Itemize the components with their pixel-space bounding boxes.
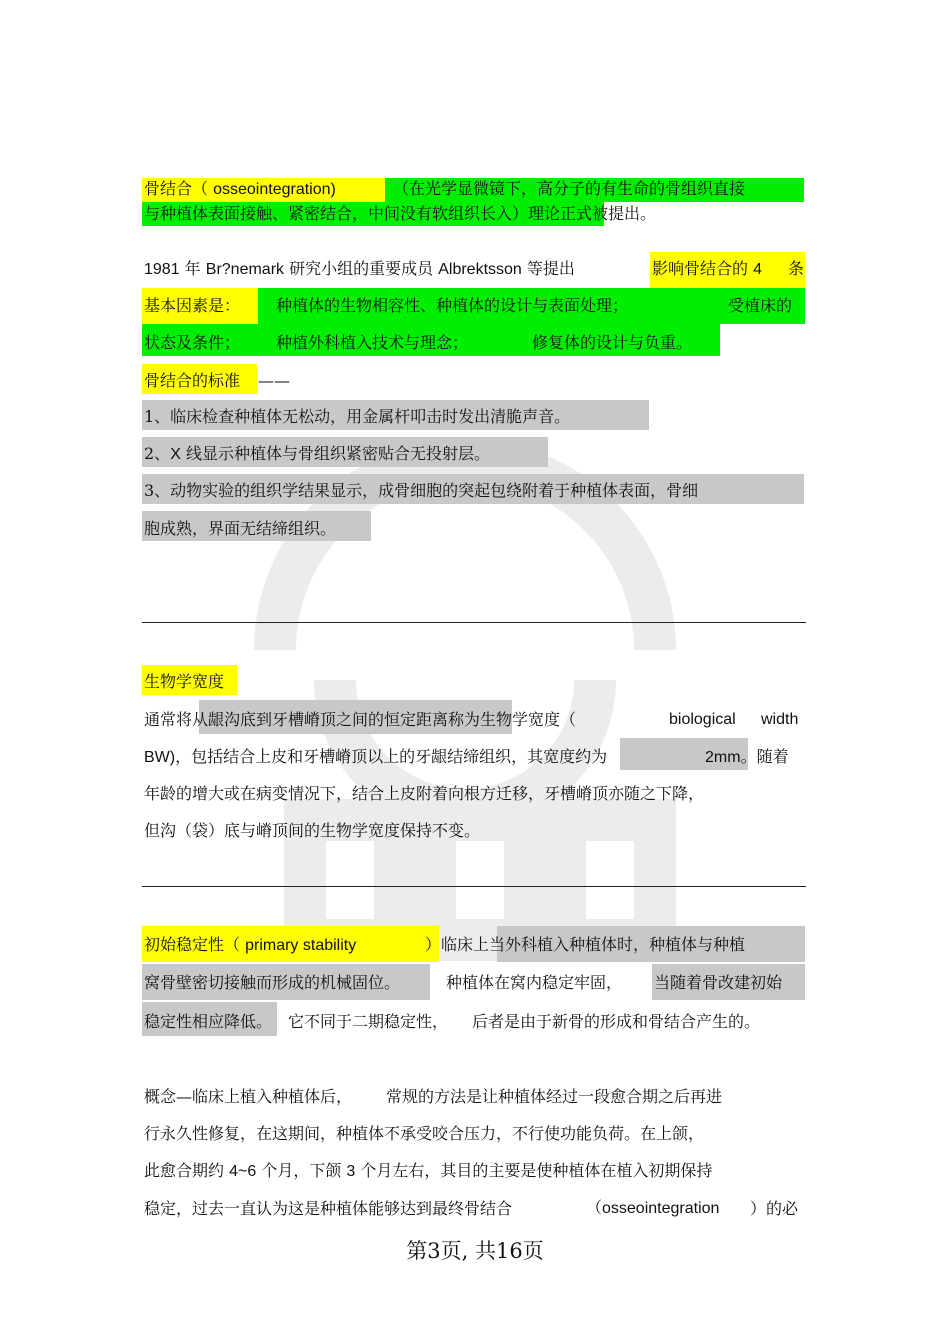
section-title: 生物学宽度 [144,672,225,691]
text-line: 受植床的 [728,296,793,315]
list-item: 3、动物实验的组织学结果显示，成骨细胞的突起包绕附着于种植体表面，骨细 [144,481,699,500]
text-line: 此愈合期约 4~6 个月，下颌 3 个月左右，其目的主要是使种植体在植入初期保持 [144,1161,713,1180]
text-line: 初始稳定性（ primary stability [144,935,357,954]
text-line: 种植外科植入技术与理念； [276,333,469,352]
text-line: 基本因素是： [144,296,241,315]
text-line: 稳定性相应降低。 [144,1012,273,1031]
divider [142,886,806,887]
text-line: BW)，包括结合上皮和牙槽嵴顶以上的牙龈结缔组织，其宽度约为 [144,747,608,766]
list-item: 2、X 线显示种植体与骨组织紧密贴合无投射层。 [144,444,490,463]
divider [142,622,806,623]
text-line: 通常将从龈沟底到牙槽嵴顶之间的恒定距离称为生物学宽度（ [144,710,577,729]
text-line: 种植体的生物相容性、种植体的设计与表面处理； [276,296,629,315]
text-line: 但沟（袋）底与嵴顶间的生物学宽度保持不变。 [144,821,481,840]
text-line: 当随着骨改建初始 [654,973,783,992]
text-line: 常规的方法是让种植体经过一段愈合期之后再进 [386,1087,723,1106]
text-line: 行永久性修复，在这期间，种植体不承受咬合压力，不行使功能负荷。在上颌， [144,1124,705,1143]
text-line: 状态及条件； [144,333,241,352]
text-line: 修复体的设计与负重。 [532,333,693,352]
page-footer: 第3页, 共16页 [406,1239,544,1263]
text-line: biological [669,711,736,728]
text-line: 种植体在窝内稳定牢固， [446,973,623,992]
text-line: 窝骨壁密切接触而形成的机械固位。 [144,973,401,992]
list-item: 1、临床检查种植体无松动，用金属杆叩击时发出清脆声音。 [144,407,571,426]
text-line: 与种植体表面接触、紧密结合，中间没有软组织长入）理论正式被提出。 [144,204,657,223]
text-line: （在光学显微镜下，高分子的有生命的骨组织直接 [393,179,746,198]
text-line: 概念—临床上植入种植体后， [144,1087,353,1106]
text-line: 稳定，过去一直认为这是种植体能够达到最终骨结合 [144,1199,513,1218]
text-line: （osseointegration [586,1200,720,1217]
text-line: 后者是由于新骨的形成和骨结合产生的。 [472,1012,761,1031]
section-title: 骨结合的标准 [144,371,241,390]
text-line: 条 [788,259,805,278]
text-line: width [761,711,799,728]
title-dash: —— [258,371,290,390]
text-line: 影响骨结合的 4 [652,259,762,278]
text-line: 年龄的增大或在病变情况下，结合上皮附着向根方迁移，牙槽嵴顶亦随之下降， [144,784,705,803]
text-line: 骨结合（ osseointegration) [144,179,336,198]
text-line: ）临床上当外科植入种植体时，种植体与种植 [425,935,746,954]
text-line: 它不同于二期稳定性， [288,1012,449,1031]
list-item-continued: 胞成熟，界面无结缔组织。 [144,519,337,538]
text-line: ）的必 [750,1199,799,1218]
text-line: 1981 年 Br?nemark 研究小组的重要成员 Albrektsson 等提出 [144,259,575,278]
text-line: 2mm。随着 [705,747,789,766]
